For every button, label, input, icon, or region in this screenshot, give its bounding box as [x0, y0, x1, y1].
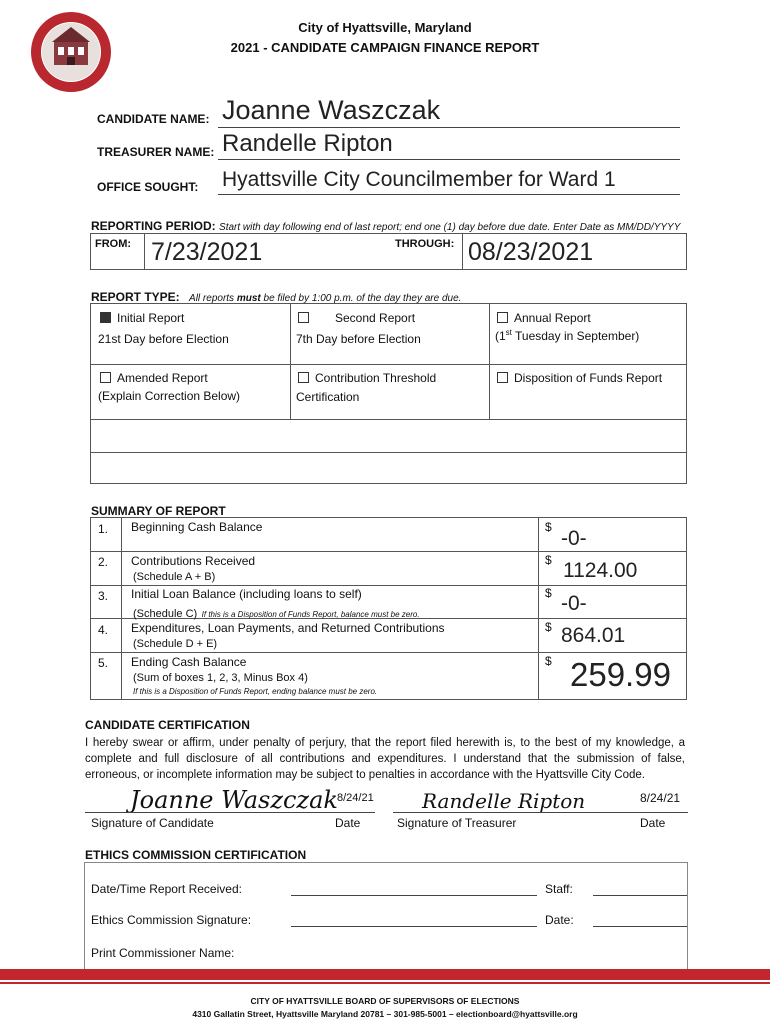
- threshold-option[interactable]: Contribution Threshold: [298, 371, 436, 385]
- reporting-period-instructions: Start with day following end of last report; end one (1) day before due date. Enter Date as MM/DD/YYYY: [219, 222, 681, 233]
- report-type-note: All reports must be filed by 1:00 p.m. of the day they are due.: [189, 293, 462, 304]
- summary-row-3-dollar: $: [545, 586, 552, 600]
- second-report-option[interactable]: Second Report: [298, 311, 415, 325]
- from-date[interactable]: 7/23/2021: [151, 238, 263, 266]
- summary-row-2-label: Contributions Received: [131, 554, 256, 568]
- summary-row-4-amount[interactable]: 864.01: [561, 624, 626, 647]
- certification-title: CANDIDATE CERTIFICATION: [85, 718, 250, 732]
- header-title: 2021 - CANDIDATE CAMPAIGN FINANCE REPORT: [230, 40, 540, 55]
- threshold-checkbox[interactable]: [298, 372, 309, 383]
- summary-row-2-num: 2.: [98, 555, 109, 569]
- summary-row-5-label: Ending Cash Balance: [131, 655, 247, 669]
- summary-row-1-amount[interactable]: -0-: [561, 527, 587, 550]
- threshold-sub: Certification: [296, 390, 360, 404]
- footer-org: CITY OF HYATTSVILLE BOARD OF SUPERVISORS OF ELECTIONS: [250, 996, 520, 1006]
- ethics-title: ETHICS COMMISSION CERTIFICATION: [85, 848, 307, 862]
- signature-of-candidate-label: Signature of Candidate: [91, 816, 214, 830]
- summary-title: SUMMARY OF REPORT: [91, 504, 226, 518]
- through-label: THROUGH:: [395, 238, 455, 250]
- candidate-signature[interactable]: Joanne Waszczak: [130, 786, 338, 814]
- office-sought-value[interactable]: Hyattsville City Councilmember for Ward 1: [222, 168, 616, 191]
- disposition-checkbox[interactable]: [497, 372, 508, 383]
- candidate-sign-date[interactable]: 8/24/21: [337, 792, 374, 804]
- staff-label: Staff:: [545, 882, 573, 896]
- summary-row-2-dollar: $: [545, 553, 552, 567]
- summary-row-4-sub: (Schedule D + E): [133, 638, 218, 650]
- print-commissioner-label: Print Commissioner Name:: [91, 946, 235, 960]
- amended-report-option[interactable]: Amended Report: [100, 371, 208, 385]
- second-report-checkbox[interactable]: [298, 312, 309, 323]
- correction-field-1[interactable]: [91, 420, 686, 451]
- summary-row-5-num: 5.: [98, 656, 109, 670]
- summary-row-5-amount[interactable]: 259.99: [570, 656, 671, 693]
- treasurer-name-label: TREASURER NAME:: [97, 145, 215, 159]
- summary-row-1-dollar: $: [545, 520, 552, 534]
- initial-report-option[interactable]: Initial Report: [100, 311, 184, 325]
- treasurer-signature[interactable]: Randelle Ripton: [422, 789, 586, 813]
- summary-row-3-sub: (Schedule C) If this is a Disposition of Funds Report, balance must be zero.: [133, 608, 420, 620]
- date-received-label: Date/Time Report Received:: [91, 882, 242, 896]
- annual-report-option[interactable]: Annual Report: [497, 311, 591, 325]
- summary-row-4-dollar: $: [545, 620, 552, 634]
- ethics-date-label: Date:: [545, 913, 574, 927]
- summary-row-3-amount[interactable]: -0-: [561, 592, 587, 615]
- report-type: [91, 290, 461, 304]
- initial-report-checkbox[interactable]: [100, 312, 111, 323]
- reporting-period-label: REPORTING PERIOD:: [91, 219, 216, 233]
- amended-report-checkbox[interactable]: [100, 372, 111, 383]
- summary-row-5-dollar: $: [545, 654, 552, 668]
- initial-report-sub: 21st Day before Election: [98, 332, 229, 346]
- ethics-signature-label: Ethics Commission Signature:: [91, 913, 252, 927]
- treasurer-sign-date[interactable]: 8/24/21: [640, 791, 681, 805]
- header-city: City of Hyattsville, Maryland: [298, 20, 472, 35]
- summary-row-2-amount[interactable]: 1124.00: [563, 559, 638, 582]
- office-sought-label: OFFICE SOUGHT:: [97, 180, 199, 194]
- signature-of-treasurer-label: Signature of Treasurer: [397, 816, 517, 830]
- treasurer-date-label: Date: [640, 816, 666, 830]
- candidate-name-label: CANDIDATE NAME:: [97, 112, 210, 126]
- second-report-sub: 7th Day before Election: [296, 332, 421, 346]
- from-label: FROM:: [95, 238, 132, 250]
- candidate-name-value[interactable]: Joanne Waszczak: [222, 95, 441, 125]
- through-date[interactable]: 08/23/2021: [468, 238, 594, 266]
- annual-report-checkbox[interactable]: [497, 312, 508, 323]
- staff-field[interactable]: [593, 895, 687, 896]
- certification-text: I hereby swear or affirm, under penalty of perjury, that the report filed herewith is, to the best of my knowledge, a complete and full disclosure of all contributions and expenditures. I understand that the submission of false, erroneous, or incomplete information may be subject to penalties in accordance with the Hyattsville City Code.: [85, 737, 685, 781]
- treasurer-name-value[interactable]: Randelle Ripton: [222, 130, 393, 157]
- summary-row-4-label: Expenditures, Loan Payments, and Returned Contributions: [131, 621, 445, 635]
- summary-row-1-label: Beginning Cash Balance: [131, 520, 263, 534]
- disposition-option[interactable]: Disposition of Funds Report: [497, 371, 662, 385]
- ethics-signature-field[interactable]: [291, 926, 537, 927]
- summary-row-5-note: If this is a Disposition of Funds Report, ending balance must be zero.: [133, 687, 378, 696]
- amended-report-sub: (Explain Correction Below): [98, 389, 241, 403]
- summary-row-3-label: Initial Loan Balance (including loans to self): [131, 587, 362, 601]
- summary-row-3-num: 3.: [98, 589, 109, 603]
- date-received-field[interactable]: [291, 895, 537, 896]
- summary-row-2-sub: (Schedule A + B): [133, 571, 216, 583]
- candidate-date-label: Date: [335, 816, 361, 830]
- footer-red-stripe: [0, 982, 770, 984]
- reporting-period: [91, 219, 701, 233]
- footer-address: 4310 Gallatin Street, Hyattsville Maryland 20781 – 301-985-5001 – electionboard@hyattsville.org: [192, 1009, 578, 1019]
- summary-row-1-num: 1.: [98, 522, 109, 536]
- correction-field-2[interactable]: [91, 453, 686, 483]
- annual-report-sub: (1st Tuesday in September): [495, 328, 640, 343]
- summary-row-4-num: 4.: [98, 623, 109, 637]
- footer-red-bar: [0, 969, 770, 980]
- ethics-date-field[interactable]: [593, 926, 687, 927]
- summary-row-5-sub: (Sum of boxes 1, 2, 3, Minus Box 4): [133, 672, 308, 684]
- report-type-label: REPORT TYPE:: [91, 290, 180, 304]
